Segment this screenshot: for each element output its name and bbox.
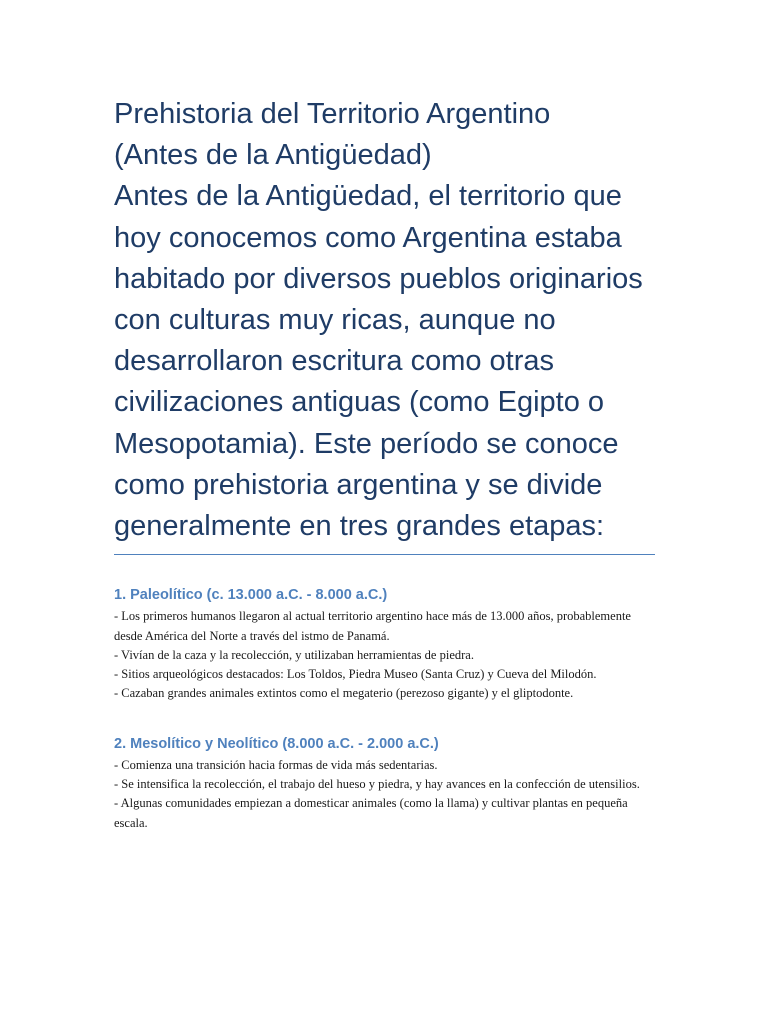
section-body: [114, 756, 655, 833]
section-body: [114, 607, 655, 703]
title-divider: [114, 554, 655, 555]
document-page: [114, 94, 655, 833]
list-item: - Cazaban grandes animales extintos como el megaterio (perezoso gigante) y el gliptodonte.: [114, 686, 574, 701]
document-title: [114, 94, 655, 547]
list-item: - Comienza una transición hacia formas de vida más sedentarias.: [114, 757, 438, 772]
list-item: - Algunas comunidades empiezan a domesticar animales (como la llama) y cultivar plantas en pequeña escala.: [114, 796, 628, 830]
list-item: - Sitios arqueológicos destacados: Los Toldos, Piedra Museo (Santa Cruz) y Cueva del Milodón.: [114, 667, 597, 682]
list-item: - Se intensifica la recolección, el trabajo del hueso y piedra, y hay avances en la confección de utensilios.: [114, 777, 640, 792]
title-line-1: Prehistoria del Territorio Argentino: [114, 98, 551, 130]
list-item: - Vivían de la caza y la recolección, y utilizaban herramientas de piedra.: [114, 647, 474, 662]
intro-paragraph: Antes de la Antigüedad, el territorio que hoy conocemos como Argentina estaba habitado por diversos pueblos originarios con culturas muy ricas, aunque no desarrollaron escritura como otras civilizaciones antiguas (como Egipto o Mesopotamia). Este período se conoce como prehistoria argentina y se divide generalmente en tres grandes etapas:: [114, 180, 643, 543]
list-item: - Los primeros humanos llegaron al actual territorio argentino hace más de 13.000 años, probablemente desde América del Norte a través del istmo de Panamá.: [114, 609, 631, 643]
section-heading: 2. Mesolítico y Neolítico (8.000 a.C. - 2.000 a.C.): [114, 735, 439, 752]
title-line-2: (Antes de la Antigüedad): [114, 139, 432, 172]
section-mesolitico-neolitico: [114, 734, 655, 833]
section-paleolitico: [114, 585, 655, 703]
section-heading: 1. Paleolítico (c. 13.000 a.C. - 8.000 a.C.): [114, 587, 388, 604]
